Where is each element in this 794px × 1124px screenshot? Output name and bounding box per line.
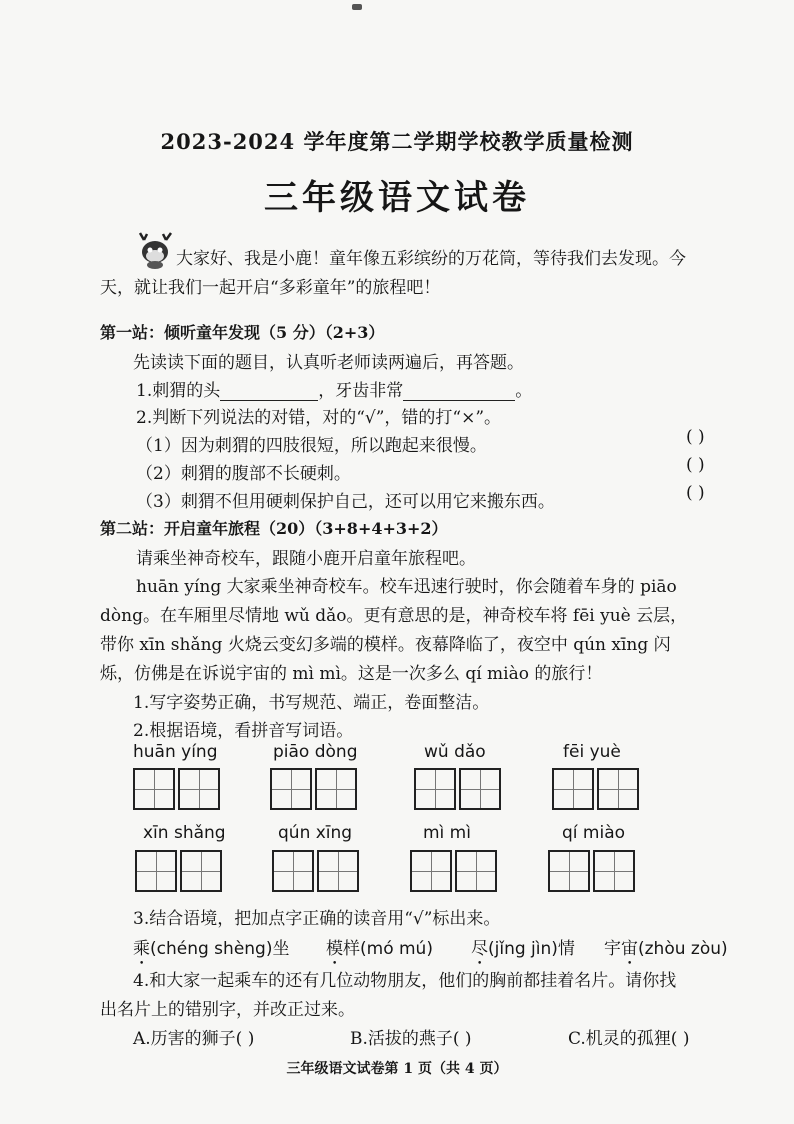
page-title: 三年级语文试卷 bbox=[264, 178, 530, 218]
question-2-4-line-2: 出名片上的错别字，并改正过来。 bbox=[100, 1000, 355, 1020]
judge-item-3: （3）刺猬不但用硬刺保护自己，还可以用它来搬东西。 bbox=[136, 492, 555, 512]
passage-line-2: dòng。在车厢里尽情地 wǔ dǎo。更有意思的是，神奇校车将 fēi yuè 云层， bbox=[100, 606, 688, 626]
reading-item-2 bbox=[326, 934, 433, 969]
writing-grid[interactable] bbox=[548, 850, 638, 892]
writing-grid[interactable] bbox=[270, 768, 360, 810]
section-1-instruction: 先读读下面的题目，认真听老师读两遍后，再答题。 bbox=[133, 353, 524, 373]
pinyin-label: xīn shǎng bbox=[143, 823, 226, 843]
pinyin-label: huān yíng bbox=[133, 742, 218, 762]
reading-options[interactable]: (zhòu zòu) bbox=[638, 939, 728, 959]
reading-item-1 bbox=[133, 934, 289, 969]
question-text: 。 bbox=[515, 381, 533, 401]
dotted-char: 尽 bbox=[471, 939, 488, 959]
reading-item-3 bbox=[471, 934, 575, 969]
judge-item-2: （2）刺猬的腹部不长硬刺。 bbox=[136, 464, 351, 484]
writing-grid[interactable] bbox=[272, 850, 362, 892]
scan-mark bbox=[352, 4, 362, 10]
pinyin-label: qí miào bbox=[562, 823, 626, 843]
question-2-1: 1.写字姿势正确，书写规范、端正，卷面整洁。 bbox=[133, 693, 490, 713]
page-footer: 三年级语文试卷第 1 页（共 4 页） bbox=[286, 1061, 508, 1077]
section-1-heading: 第一站：倾听童年发现（5 分）（2+3） bbox=[100, 323, 385, 342]
writing-grid[interactable] bbox=[414, 768, 504, 810]
question-2-2: 2.根据语境，看拼音写词语。 bbox=[133, 721, 354, 741]
pinyin-label: wǔ dǎo bbox=[424, 742, 486, 762]
writing-grid[interactable] bbox=[552, 768, 642, 810]
dotted-char: 宙 bbox=[621, 939, 638, 959]
reading-options[interactable]: (jǐng jìn)情 bbox=[488, 939, 575, 959]
question-text: 1.刺猬的头 bbox=[136, 381, 221, 401]
section-2-heading: 第二站：开启童年旅程（20）（3+8+4+3+2） bbox=[100, 519, 448, 538]
writing-grid[interactable] bbox=[133, 768, 223, 810]
answer-paren[interactable]: ( ) bbox=[686, 455, 705, 475]
judge-item-1: （1）因为刺猬的四肢很短，所以跑起来很慢。 bbox=[136, 436, 487, 456]
answer-paren[interactable]: ( ) bbox=[686, 427, 705, 447]
writing-grid[interactable] bbox=[135, 850, 225, 892]
reading-item-4 bbox=[604, 934, 728, 969]
pinyin-label: fēi yuè bbox=[563, 742, 621, 762]
reading-options[interactable]: 样(mó mú) bbox=[343, 939, 433, 959]
option-c[interactable]: C.机灵的孤狸( ) bbox=[568, 1029, 690, 1049]
section-2-instruction: 请乘坐神奇校车，跟随小鹿开启童年旅程吧。 bbox=[136, 549, 476, 569]
answer-paren[interactable]: ( ) bbox=[686, 483, 705, 503]
deer-mascot-icon bbox=[136, 232, 176, 270]
question-2-3: 3.结合语境，把加点字正确的读音用“√”标出来。 bbox=[133, 909, 501, 929]
question-2-4-line-1: 4.和大家一起乘车的还有几位动物朋友，他们的胸前都挂着名片。请你找 bbox=[133, 971, 677, 991]
dotted-char: 乘 bbox=[133, 939, 150, 959]
intro-line-1: 大家好、我是小鹿！童年像五彩缤纷的万花筒，等待我们去发现。今 bbox=[176, 249, 686, 269]
question-1-2: 2.判断下列说法的对错，对的“√”，错的打“×”。 bbox=[136, 408, 502, 428]
intro-line-2: 天，就让我们一起开启“多彩童年”的旅程吧！ bbox=[100, 278, 441, 298]
writing-grid[interactable] bbox=[410, 850, 500, 892]
pinyin-label: piāo dòng bbox=[273, 742, 358, 762]
plain-char: 宇 bbox=[604, 939, 621, 959]
pinyin-label: qún xīng bbox=[278, 823, 353, 843]
question-text: ，牙齿非常 bbox=[318, 381, 404, 401]
passage-line-1: huān yíng 大家乘坐神奇校车。校车迅速行驶时，你会随着车身的 piāo bbox=[136, 577, 677, 597]
answer-blank[interactable] bbox=[403, 382, 515, 401]
exam-header: 2023-2024 学年度第二学期学校教学质量检测 bbox=[160, 129, 634, 154]
passage-line-4: 烁，仿佛是在诉说宇宙的 mì mì。这是一次多么 qí miào 的旅行！ bbox=[100, 664, 603, 684]
dotted-char: 模 bbox=[326, 939, 343, 959]
option-a[interactable]: A.历害的狮子( ) bbox=[133, 1029, 255, 1049]
option-b[interactable]: B.活拔的燕子( ) bbox=[350, 1029, 472, 1049]
pinyin-label: mì mì bbox=[423, 823, 471, 843]
question-1-1 bbox=[136, 376, 532, 401]
passage-line-3: 带你 xīn shǎng 火烧云变幻多端的模样。夜幕降临了，夜空中 qún xīng 闪 bbox=[100, 635, 671, 655]
reading-options[interactable]: (chéng shèng)坐 bbox=[150, 939, 290, 959]
answer-blank[interactable] bbox=[220, 382, 318, 401]
